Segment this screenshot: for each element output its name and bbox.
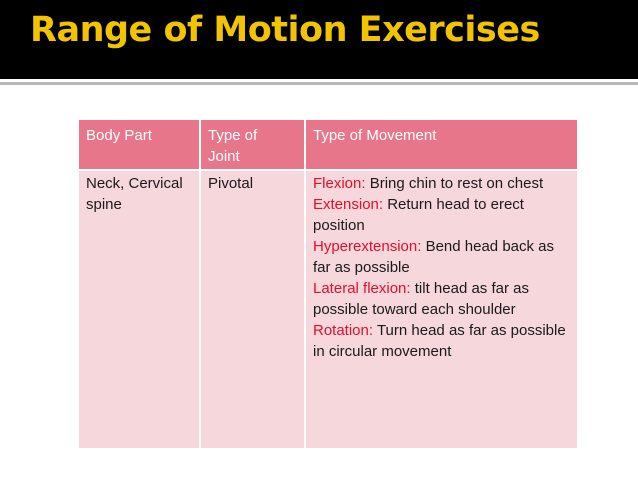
title-bar: [0, 0, 638, 79]
column-divider-2: [304, 120, 306, 448]
movement-description: Return head to erect position: [313, 196, 524, 234]
column-divider-1: [199, 120, 201, 448]
movement-term: Rotation: [313, 322, 369, 339]
movement-separator: :: [368, 322, 377, 339]
movement-separator: :: [378, 196, 388, 213]
slide-title: Range of Motion Exercises: [30, 10, 540, 50]
movement-separator: :: [406, 280, 415, 297]
movement-term: Extension: [313, 196, 379, 213]
movement-term: Lateral flexion: [313, 280, 407, 297]
movement-hyperextension: [313, 236, 575, 278]
movement-description: tilt head as far as possible toward each shoulder: [313, 280, 529, 318]
movement-term: Flexion: [313, 175, 362, 192]
movement-lateral-flexion: [313, 278, 575, 320]
header-body-part: Body Part: [86, 127, 152, 144]
movement-description: Bend head back as far as possible: [313, 238, 555, 276]
cell-joint-type: Pivotal: [208, 175, 254, 192]
movement-description: Bring chin to rest on chest: [369, 175, 544, 192]
title-divider: [0, 82, 638, 85]
movement-rotation: [313, 320, 575, 362]
cell-movements: [313, 173, 575, 362]
range-of-motion-table: [79, 120, 577, 448]
movement-term: Hyperextension: [313, 238, 418, 255]
header-divider: [79, 169, 577, 171]
header-type-of-movement: Type of Movement: [313, 127, 437, 144]
movement-separator: :: [361, 175, 370, 192]
movement-flexion: [313, 173, 575, 194]
movement-description: Turn head as far as possible in circular movement: [313, 322, 566, 360]
header-type-of-joint: Type of Joint: [208, 127, 258, 165]
cell-body-part: Neck, Cervical spine: [86, 175, 183, 213]
movement-separator: :: [417, 238, 426, 255]
movement-extension: [313, 194, 575, 236]
